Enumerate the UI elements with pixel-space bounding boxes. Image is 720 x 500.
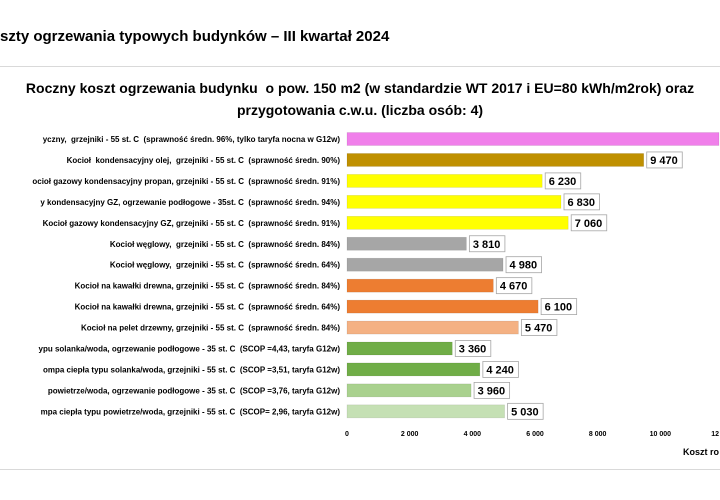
data-label <box>506 257 542 273</box>
data-label <box>571 215 607 231</box>
category-label: Kocioł węglowy, grzejniki - 55 st. C (sprawność średn. 64%) <box>109 260 340 270</box>
bar <box>347 321 518 334</box>
data-label <box>521 320 557 336</box>
data-label-text: 5 030 <box>511 406 539 419</box>
chart-title-line-1: Roczny koszt ogrzewania budynku o pow. 150 m2 (w standardzie WT 2017 i EU=80 kWh/m2rok) oraz <box>25 80 695 96</box>
category-label: Kocioł na kawałki drewna, grzejniki - 55 st. C (sprawność średn. 64%) <box>74 302 340 312</box>
x-tick-label: 6 000 <box>526 431 544 438</box>
category-label: Kocioł kondensacyjny olej, grzejniki - 55 st. C (sprawność średn. 90%) <box>66 155 340 165</box>
category-label: Kocioł na pelet drzewny, grzejniki - 55 st. C (sprawność średn. 84%) <box>80 323 340 333</box>
bar <box>347 300 538 313</box>
data-label-text: 5 470 <box>524 322 553 335</box>
data-label-text: 9 470 <box>650 154 678 167</box>
bar <box>347 342 452 355</box>
x-tick-label: 8 000 <box>588 431 607 438</box>
x-tick-label: 12 <box>711 431 719 438</box>
page-heading: szty ogrzewania typowych budynków – III kwartał 2024 <box>0 28 390 45</box>
bar <box>347 174 542 187</box>
category-label: ocioł gazowy kondensacyjny propan, grzejniki - 55 st. C (sprawność średn. 91%) <box>32 176 340 186</box>
data-label-text: 6 830 <box>567 196 596 209</box>
category-label: yczny, grzejniki - 55 st. C (sprawność średn. 96%, tylko taryfa nocna w G12w) <box>42 135 340 144</box>
data-label <box>474 382 510 398</box>
category-label: Kocioł węglowy, grzejniki - 55 st. C (sprawność średn. 84%) <box>109 239 340 249</box>
data-label <box>564 194 600 210</box>
data-label-text: 4 980 <box>509 259 538 272</box>
bar <box>347 258 503 271</box>
bar <box>347 237 466 250</box>
data-label-text: 7 060 <box>574 217 603 230</box>
category-label: Kocioł na kawałki drewna, grzejniki - 55 st. C (sprawność średn. 84%) <box>74 281 340 291</box>
data-label-text: 3 810 <box>472 238 501 251</box>
data-label-text: 6 100 <box>544 301 573 314</box>
data-label <box>469 236 505 252</box>
bar <box>347 133 719 146</box>
x-tick-label: 4 000 <box>463 431 482 438</box>
data-label <box>483 361 519 377</box>
data-label <box>541 299 577 315</box>
x-tick-label: 0 <box>345 431 349 438</box>
data-label <box>545 173 581 189</box>
data-label <box>455 341 491 357</box>
x-tick-label: 2 000 <box>400 431 419 438</box>
bar <box>347 405 505 418</box>
data-label-text: 3 360 <box>458 343 487 356</box>
bar <box>347 279 493 292</box>
bar <box>347 216 568 229</box>
data-label-text: 6 230 <box>548 175 577 188</box>
bar <box>347 363 480 376</box>
bar <box>347 195 561 208</box>
bar <box>347 384 471 397</box>
data-label <box>496 278 532 294</box>
data-label-text: 4 240 <box>486 364 514 377</box>
category-label: Kocioł gazowy kondensacyjny GZ, grzejniki - 55 st. C (sprawność średn. 91%) <box>42 218 340 228</box>
chart-title-line-2: przygotowania c.w.u. (liczba osób: 4) <box>236 102 484 118</box>
category-label: ypu solanka/woda, ogrzewanie podłogowe - 35 st. C (SCOP =4,43, taryfa G12w) <box>38 344 340 354</box>
data-label <box>508 403 544 419</box>
x-tick-label: 10 000 <box>649 431 672 438</box>
data-label-text: 4 670 <box>499 280 528 293</box>
category-label: y kondensacyjny GZ, ogrzewanie podłogowe - 35st. C (sprawność średn. 94%) <box>40 197 340 207</box>
category-label: ompa ciepła typu solanka/woda, grzejniki - 55 st. C (SCOP =3,51, taryfa G12w) <box>42 365 340 375</box>
bar <box>347 153 644 166</box>
data-label-text: 3 960 <box>477 385 506 398</box>
category-label: powietrze/woda, ogrzewanie podłogowe - 35 st. C (SCOP =3,76, taryfa G12w) <box>47 386 340 396</box>
x-axis-label: Koszt ro <box>683 447 719 457</box>
category-label: mpa ciepła typu powietrze/woda, grzejniki - 55 st. C (SCOP= 2,96, taryfa G12w) <box>40 407 340 417</box>
data-label <box>647 152 683 168</box>
